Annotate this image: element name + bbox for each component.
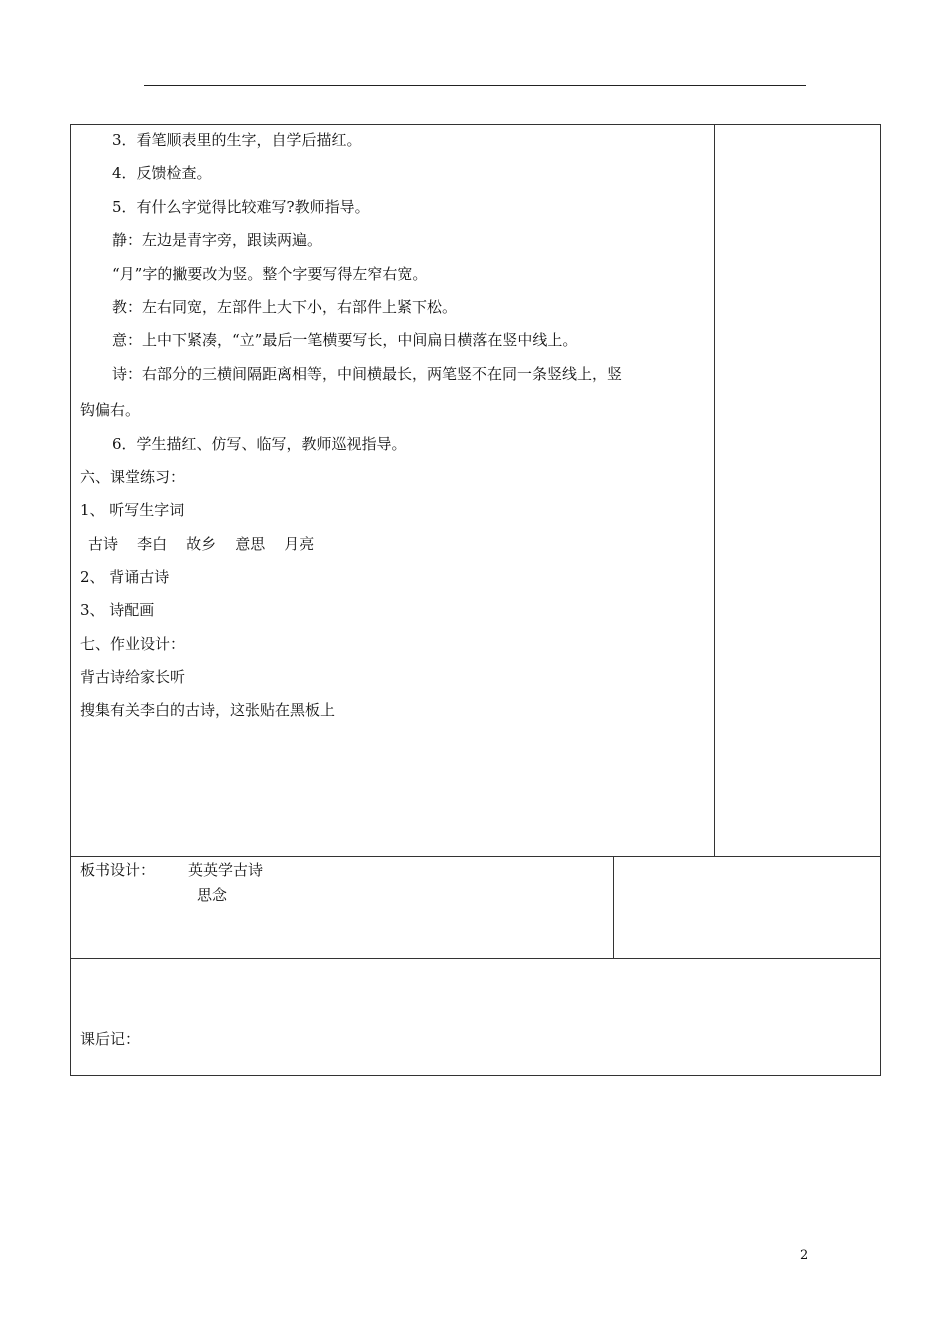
page-number: 2 xyxy=(800,1248,809,1263)
lesson-line-2: 4．反馈检查。 xyxy=(112,164,212,182)
after-class-notes-label: 课后记： xyxy=(80,1030,141,1048)
lesson-line-4: 静：左边是青字旁，跟读两遍。 xyxy=(112,231,323,249)
practice-item-2: 2、 背诵古诗 xyxy=(80,568,170,586)
lesson-line-7: 意：上中下紧凑，“立”最后一笔横要写长，中间扁日横落在竖中线上。 xyxy=(112,331,578,349)
lesson-line-8: 诗：右部分的三横间隔距离相等，中间横最长，两笔竖不在同一条竖线上，竖 xyxy=(112,365,623,383)
board-design-label: 板书设计： xyxy=(80,861,156,879)
homework-item-2: 搜集有关李白的古诗，这张贴在黑板上 xyxy=(80,701,336,719)
after-class-notes-cell xyxy=(70,958,881,1076)
practice-item-1: 1、 听写生字词 xyxy=(80,501,185,519)
board-design-title: 英英学古诗 xyxy=(188,861,264,879)
homework-item-1: 背古诗给家长听 xyxy=(80,668,186,686)
practice-item-3: 3、 诗配画 xyxy=(80,601,155,619)
header-rule xyxy=(144,85,806,86)
lesson-line-10: 6．学生描红、仿写、临写，教师巡视指导。 xyxy=(112,435,407,453)
lesson-line-6: 教：左右同宽，左部件上大下小，右部件上紧下松。 xyxy=(112,298,458,316)
vocabulary-words: 古诗 李白 故乡 意思 月亮 xyxy=(88,535,315,553)
board-column-divider xyxy=(613,856,614,959)
lesson-line-3: 5．有什么字觉得比较难写?教师指导。 xyxy=(112,198,370,216)
lesson-column-divider xyxy=(714,124,715,857)
section-heading-practice: 六、课堂练习： xyxy=(80,468,186,486)
lesson-line-5: “月”字的撇要改为竖。整个字要写得左窄右宽。 xyxy=(112,265,428,283)
lesson-line-1: 3．看笔顺表里的生字，自学后描红。 xyxy=(112,131,362,149)
lesson-line-9: 钩偏右。 xyxy=(80,401,141,419)
section-heading-homework: 七、作业设计： xyxy=(80,635,186,653)
board-design-subtitle: 思念 xyxy=(197,886,228,904)
